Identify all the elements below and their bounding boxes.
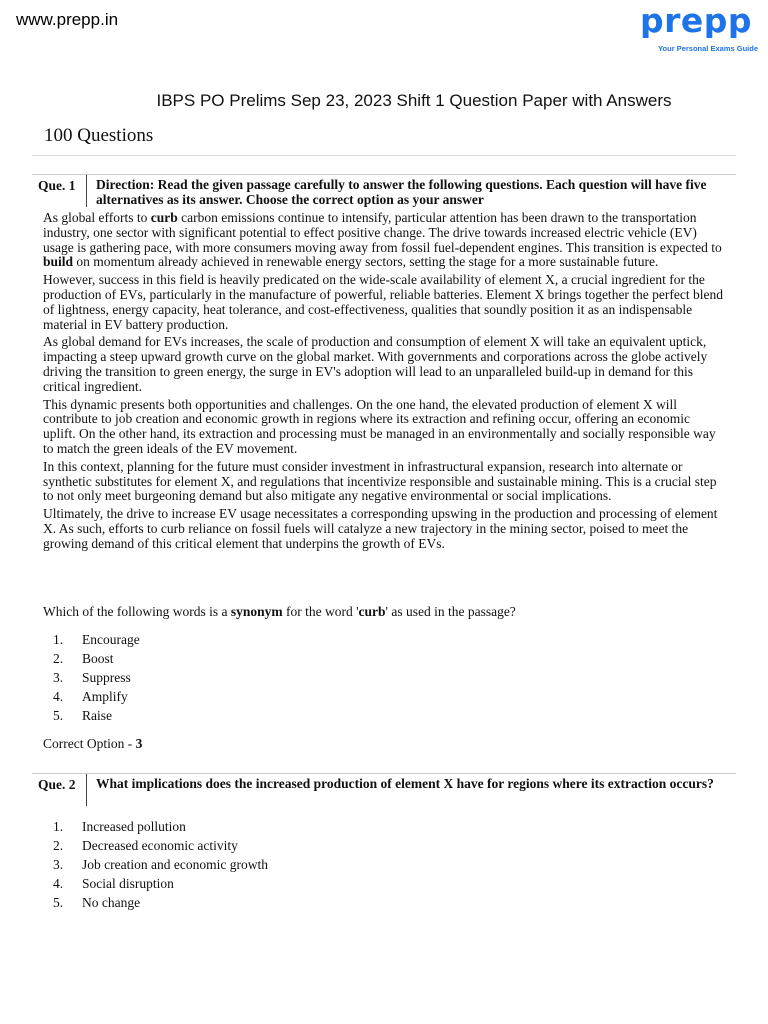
option-number: 1.: [53, 632, 64, 647]
option-number: 5.: [53, 708, 64, 723]
passage-paragraph: [43, 398, 724, 457]
question-text-part: Which of the following words is a: [43, 604, 231, 619]
option-number: 1.: [53, 819, 64, 834]
divider: [32, 155, 736, 156]
passage-text: As global efforts to: [43, 210, 151, 225]
question-keyword: curb: [358, 604, 386, 619]
option-label: Social disruption: [82, 876, 174, 891]
logo-tagline: Your Personal Exams Guide: [658, 44, 758, 53]
option-number: 5.: [53, 895, 64, 910]
question-count: 100 Questions: [44, 125, 154, 146]
option-number: 2.: [53, 838, 64, 853]
question-1-label: Que. 1: [38, 178, 76, 193]
option-item[interactable]: [53, 817, 268, 836]
option-label: Boost: [82, 651, 114, 666]
logo-wordmark: [638, 4, 758, 44]
option-item[interactable]: [53, 893, 268, 912]
option-item[interactable]: [53, 836, 268, 855]
option-number: 3.: [53, 857, 64, 872]
question-2-label: Que. 2: [38, 777, 76, 792]
option-item[interactable]: [53, 630, 140, 649]
passage-keyword: build: [43, 254, 74, 270]
passage-paragraph: [43, 273, 724, 332]
option-item[interactable]: [53, 874, 268, 893]
option-item[interactable]: [53, 855, 268, 874]
passage-text: However, success in this field is heavily predicated on the wide-scale availability of element X, a crucial ingredient for the production of EVs, particularly in the manufacture of powerful, reliable batteries. Element X brings together the perfect blend of lightness, energy capacity, heat tolerance, and cost-effectiveness, qualities that soundly position it as an indispensable material in EV battery production.: [43, 272, 724, 332]
option-number: 4.: [53, 689, 64, 704]
option-number: 4.: [53, 876, 64, 891]
question-text-part: ' as used in the passage?: [385, 604, 516, 619]
option-item[interactable]: [53, 649, 140, 668]
question-1-header: [32, 174, 736, 207]
option-label: Suppress: [82, 670, 131, 685]
svg-text:prepp: prepp: [640, 4, 753, 38]
option-label: Increased pollution: [82, 819, 186, 834]
question-1-text: [43, 604, 724, 620]
option-number: 2.: [53, 651, 64, 666]
passage-paragraph: [43, 335, 724, 394]
passage: [43, 211, 724, 555]
passage-text: As global demand for EVs increases, the scale of production and consumption of element X will take an equivalent uptick, impacting a steep upward growth curve on the global market. With governments and corporations across the globe actively driving the transition to green energy, the surge in EV's adoption will lead to an unparalleled build-up in demand for this critical ingredient.: [43, 334, 708, 394]
separator: [86, 175, 87, 207]
question-2-options: [53, 817, 268, 912]
site-url[interactable]: www.prepp.in: [16, 10, 119, 29]
logo-wordmark-graphic: [640, 4, 758, 38]
question-1-direction: Direction: Read the given passage carefully to answer the following questions. Each question will have five alternatives as its answer. Choose the correct option as your answer: [96, 177, 707, 207]
passage-paragraph: [43, 211, 724, 270]
correct-option-value: 3: [135, 736, 143, 751]
option-label: Decreased economic activity: [82, 838, 238, 853]
option-label: Job creation and economic growth: [82, 857, 268, 872]
correct-option: [43, 736, 142, 752]
passage-paragraph: [43, 460, 724, 504]
option-item[interactable]: [53, 706, 140, 725]
passage-text: In this context, planning for the future must consider investment in infrastructural expansion, research into alternate or synthetic substitutes for element X, and regulations that incentivize responsible and sustainable mining. This is a crucial step to not only meet burgeoning demand but also mitigate any negative environmental or social implications.: [43, 458, 717, 504]
option-label: Raise: [82, 708, 112, 723]
option-item[interactable]: [53, 668, 140, 687]
passage-text: This dynamic presents both opportunities and challenges. On the one hand, the elevated production of element X will contribute to job creation and economic growth in regions where its extraction and refining occur, offering an economic uplift. On the other hand, its extraction and processing must be managed in an environmentally and socially responsible way to match the green ideals of the EV movement.: [43, 396, 716, 456]
question-2-text: What implications does the increased production of element X have for regions where its extraction occurs?: [96, 776, 714, 791]
prepp-logo[interactable]: [638, 4, 758, 53]
correct-option-label: Correct Option -: [43, 736, 136, 751]
passage-text: on momentum already achieved in renewable energy sectors, setting the stage for a more sustainable future.: [73, 254, 659, 270]
passage-text: Ultimately, the drive to increase EV usage necessitates a corresponding upswing in the production and processing of element X. As such, efforts to curb reliance on fossil fuels will catalyze a new trajectory in the mining sector, poised to meet the growing demand of this critical element that underpins the growth of EVs.: [43, 506, 718, 551]
option-item[interactable]: [53, 687, 140, 706]
passage-paragraph: [43, 507, 724, 551]
passage-keyword: curb: [150, 210, 178, 225]
option-label: No change: [82, 895, 141, 910]
question-text-part: for the word ': [282, 604, 359, 619]
document-title: IBPS PO Prelims Sep 23, 2023 Shift 1 Question Paper with Answers: [156, 91, 672, 110]
question-2-header: [32, 773, 736, 792]
question-1-options: [53, 630, 140, 725]
option-label: Encourage: [82, 632, 140, 647]
separator: [86, 774, 87, 806]
option-number: 3.: [53, 670, 64, 685]
passage-text: carbon emissions continue to intensify, particular attention has been drawn to the transportation industry, one sector with significant potential to effect positive change. The drive towards increased electric vehicle (EV) usage is gathering pace, with more consumers moving away from fossil fuel-dependent engines. This transition is expected to: [43, 210, 722, 255]
question-keyword: synonym: [230, 604, 283, 619]
option-label: Amplify: [82, 689, 128, 704]
